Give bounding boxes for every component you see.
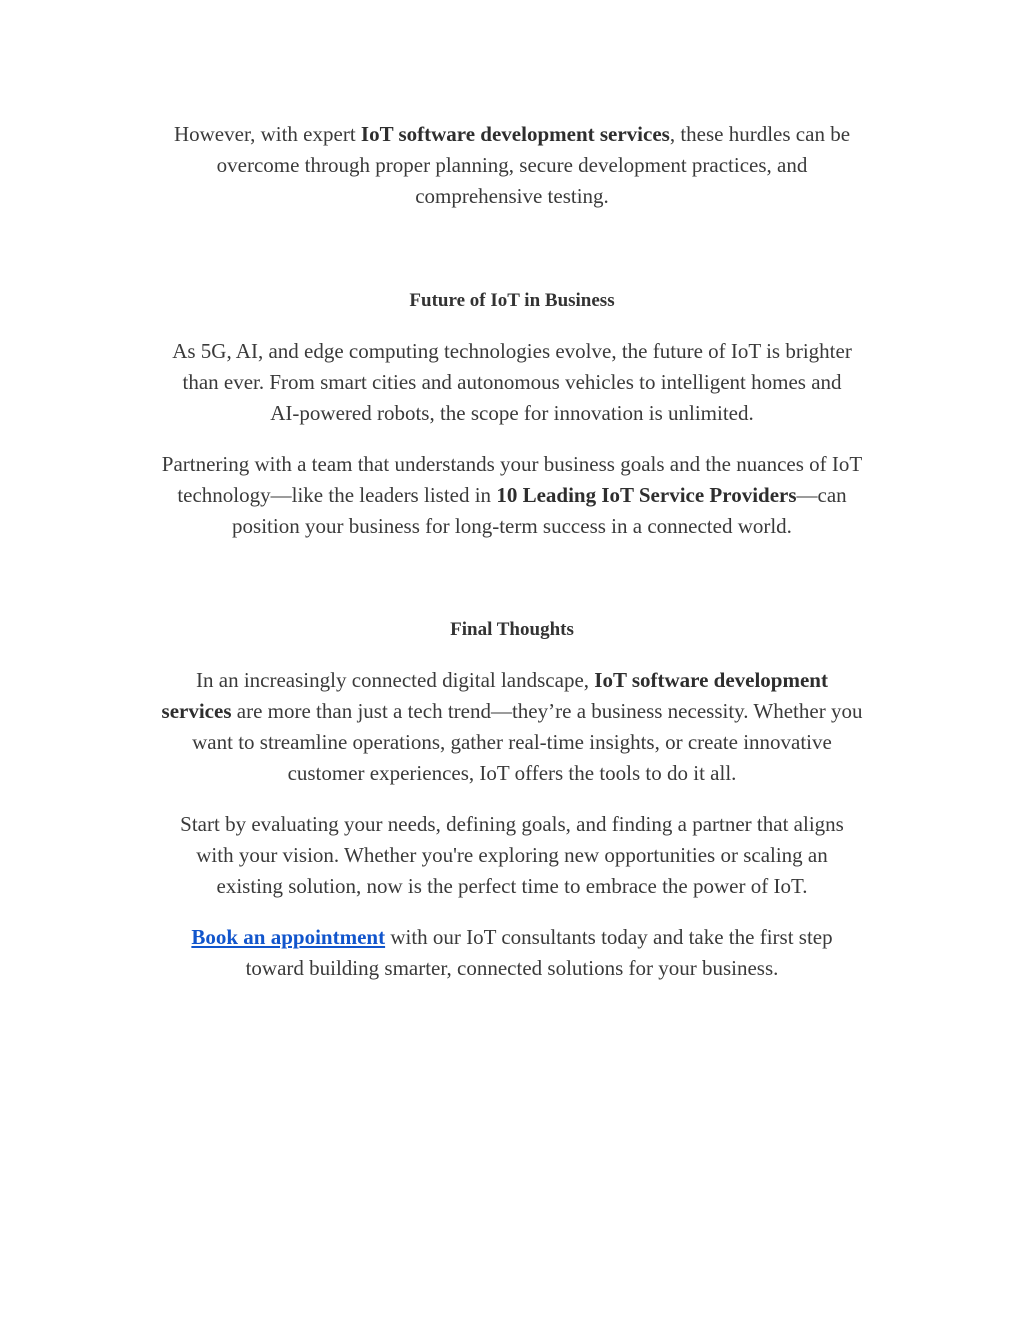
bold-term: IoT software development services: [360, 122, 670, 146]
section-heading-final-thoughts: Final Thoughts: [450, 619, 574, 640]
paragraph-future: [100, 336, 924, 429]
paragraph-partnering: [100, 449, 924, 542]
paragraph-line: overcome through proper planning, secure development practices, and: [216, 153, 808, 177]
paragraph-line: position your business for long-term success in a connected world.: [232, 514, 792, 538]
paragraph-line: comprehensive testing.: [415, 184, 609, 208]
paragraph-line: toward building smarter, connected solutions for your business.: [245, 956, 779, 980]
text-run: with our IoT consultants today and take the first step: [385, 925, 833, 949]
section-heading-future: Future of IoT in Business: [409, 290, 615, 311]
paragraph-line: [100, 119, 924, 150]
text-run: In an increasingly connected digital landscape,: [196, 668, 595, 692]
bold-term: IoT software development: [594, 668, 828, 692]
paragraph-cta: [100, 922, 924, 984]
paragraph-line: [100, 480, 924, 511]
text-run: technology—like the leaders listed in: [177, 483, 497, 507]
text-run: are more than just a tech trend—they’re a business necessity. Whether you: [231, 699, 863, 723]
text-run: , these hurdles can be: [669, 122, 851, 146]
bold-term: 10 Leading IoT Service Providers: [496, 483, 797, 507]
paragraph-start: [100, 809, 924, 902]
paragraph-final: [100, 665, 924, 789]
paragraph-line: existing solution, now is the perfect time to embrace the power of IoT.: [216, 874, 808, 898]
paragraph-line: AI-powered robots, the scope for innovation is unlimited.: [270, 401, 754, 425]
paragraph-line: As 5G, AI, and edge computing technologies evolve, the future of IoT is brighter: [172, 339, 852, 363]
paragraph-line: [100, 665, 924, 696]
paragraph-line: with your vision. Whether you're exploring new opportunities or scaling an: [196, 843, 828, 867]
bold-term: services: [161, 699, 232, 723]
paragraph-line: customer experiences, IoT offers the tools to do it all.: [287, 761, 737, 785]
paragraph-line: Partnering with a team that understands your business goals and the nuances of IoT: [161, 452, 863, 476]
paragraph-line: [100, 922, 924, 953]
paragraph-line: [100, 696, 924, 727]
book-appointment-link[interactable]: Book an appointment: [191, 925, 386, 949]
paragraph-hurdles: [100, 119, 924, 212]
text-run: —can: [796, 483, 847, 507]
paragraph-line: want to streamline operations, gather real-time insights, or create innovative: [192, 730, 832, 754]
text-run: However, with expert: [173, 122, 361, 146]
paragraph-line: Start by evaluating your needs, defining goals, and finding a partner that aligns: [180, 812, 844, 836]
paragraph-line: than ever. From smart cities and autonomous vehicles to intelligent homes and: [182, 370, 842, 394]
